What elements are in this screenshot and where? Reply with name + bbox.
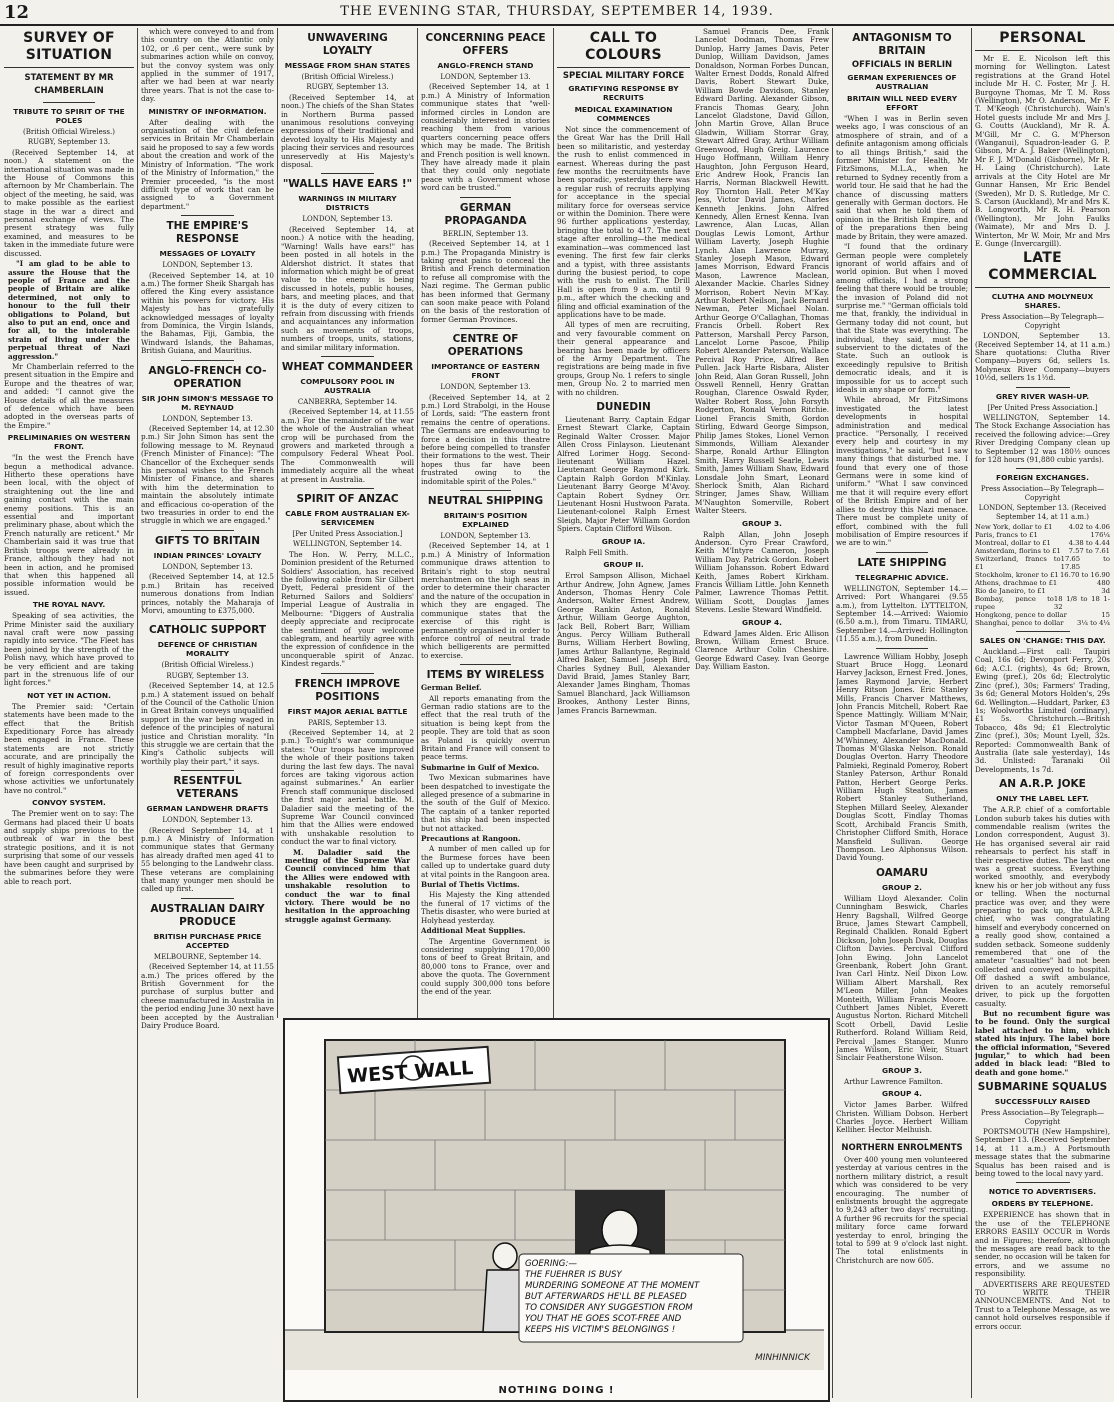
dateline: LONDON, September 13. xyxy=(440,532,531,541)
dateline: LONDON, September 13. xyxy=(162,562,253,571)
divider xyxy=(876,1139,929,1140)
group-heading: GROUP 3. xyxy=(882,1065,922,1075)
recruit-list: Edward James Alden. Eric Allison Brown, William Ernest Bruce. Clarence Arthur Colin Cheshire. George Edward Casey. Ivan George Day. William Easton. xyxy=(695,628,829,672)
article-text: "I found that the ordinary German people were completely ignorant of world affairs and of world opinion. But when I moved among officials, I had a strong feeling that there would be trouble; the invasion of Poland did not surprise me." "German officials told me that, frankly, the individual in Germany today did not count, but that the State was everything. The individual, they said, must be subservient to the dictates of the State. Such an outlook is exceedingly repulsive to British democratic ideals, and it is impossible for us to accept such ideals in any shape or form." xyxy=(836,242,968,394)
article-text: Speaking of sea activities, the Prime Minister said the auxiliary naval craft were now passing rapidly into service. "The Fleet has been joined by the strength of the Polish navy, which have proved to be very efficient and are taking part in the strenuous life of our light forces." xyxy=(4,611,134,688)
exchange-label: Bombay, pence to rupee xyxy=(975,595,1054,612)
exchange-value: 15 xyxy=(1101,611,1110,620)
divider xyxy=(460,197,512,198)
subhead-ministry: MINISTRY OF INFORMATION. xyxy=(148,106,267,116)
svg-text:BUT AFTERWARDS HE'LL BE PLEASE: BUT AFTERWARDS HE'LL BE PLEASED xyxy=(525,1292,687,1302)
article-text: All types of men are recruiting, and very favourable comment on their general appearance and bearing has been made by officers of the Army Department. The registrations are being made in five groups, Group No. 1 refers to single men, Group No. 2 to married men with no children. xyxy=(557,320,690,397)
column-2 xyxy=(141,28,274,1396)
subhead-label: ONLY THE LABEL LEFT. xyxy=(996,794,1089,804)
subhead-clutha: CLUTHA AND MOLYNEUX SHARES. xyxy=(991,292,1094,311)
divider xyxy=(460,328,512,329)
subhead-not-in-action: NOT YET IN ACTION. xyxy=(27,690,111,700)
headline-wheat: WHEAT COMMANDEER xyxy=(281,360,414,373)
subhead-medical: MEDICAL EXAMINATION COMMENCES xyxy=(574,105,673,123)
dateline: LONDON, September 13. xyxy=(440,73,531,81)
group-heading: GROUP 4. xyxy=(882,1089,922,1099)
cartoon-caption: NOTHING DOING ! xyxy=(498,1385,615,1396)
cartoon-drawing xyxy=(285,1020,824,1396)
group-heading: GROUP IA. xyxy=(601,536,646,546)
article-text: WELLINGTON, September 14.—Arrived: Port Whangarei (9.55 a.m.), from Lyttelton. LYTTELTON, September 14.—Arrived: Waiomio (6.50 a.m.), from Timaru. TIMARU, September 14.—Arrived: Hollington (11.55 a.m.), from Dunedin. xyxy=(836,583,968,644)
wall-label: WEST WALL xyxy=(346,1056,474,1088)
recruit-list: Arthur Lawrence Familton. xyxy=(844,1076,943,1086)
svg-text:GOERING:—: GOERING:— xyxy=(525,1259,577,1269)
exchange-label: Amsterdam, florins to £1 xyxy=(975,547,1061,556)
article-text: Mr E. E. Nicolson left this morning for Wellington. Latest registrations at the Grand Hotel include Mr H. C. Foster, Mr J. H. Burgoyne Thomas, Mr T. M. Ross (Wellington), Mr O. Anderson, Mr F. T. M'Keogh (Christchurch). Wain's Hotel guests include Mr and Mrs J. G. Coutts (Auckland), Mr R. A. M'Gill, Mr C. G. M'Pherson (Wanganui), Squadron-leader G. P. Gibson, Mr A. J. Baker (Wellington), Mr F. J. M'Donald (Gisborne), Mr R. H. Laing (Christchurch). Late arrivals at the City Hotel are Mr Gunnar Hansen, Mr Eric Bendel (Sweden), Mr D. S. Rutledge, Mr C. S. Carson (Auckland), Mr and Mrs K. B. Longworth, Mr R. H. Pearson (Wellington), Mr John Faulks (Waimate), Mr and Mrs D. J. Winterton, Mr W. Moir, Mr and Mrs E. Gunge (Invercargill). xyxy=(975,54,1110,248)
article-text: (Received September 14, at 11.55 a.m.) For the remainder of the war the whole of the Australian wheat crop will be purchased from the growers and marketed through a compulsory Federal Wheat Pool. The Commonwealth will immediately acquire all the wheat at present in Australia. xyxy=(281,407,414,484)
article-text: Auckland.—First call: Taupiri Coal, 16s 6d; Devonport Ferry, 20s 6d; A.C.I. (rights), 4s 6d; Brown, Ewing (pref.), 20s 6d; Electrolytic Zinc (pref.), 30s; Farmers' Trading, 3s 6d; General Motors Holden's, 29s 6d. Wellington.—Huddart, Parker, £3 1s; Woolworths Limited (ordinary), £1 5s. Christchurch.—British Tobacco, 48s 9d; £1 Electrolytic Zinc (pref.), 30s; Mount Lyell, 32s. Reported: Commonwealth Bank of Australia (late sale yesterday), 14s 3d. Unlisted: Taranaki Oil Developments, 1s 7d. xyxy=(975,647,1110,774)
dateline: MELBOURNE, September 14. xyxy=(153,952,262,961)
exchange-label: Switzerland, francs to £1 xyxy=(975,555,1061,572)
subhead-exchanges: FOREIGN EXCHANGES. xyxy=(996,473,1089,483)
exchange-label: New York, dollar to £1 xyxy=(975,523,1053,532)
wireless-item-title: Submarine in Gulf of Mexico. xyxy=(421,762,540,772)
wireless-item-title: Burial of Thetis Victims. xyxy=(421,880,520,890)
exchange-row xyxy=(975,523,1110,531)
divider xyxy=(321,488,374,489)
exchange-value: 480 xyxy=(1097,579,1110,588)
exchange-value: 7.57 to 7.61 xyxy=(1068,547,1110,556)
divider xyxy=(1016,1182,1070,1183)
credit: (British Official Wireless.) xyxy=(23,128,115,136)
dateline: LONDON, September 13. xyxy=(440,383,531,392)
headline-wireless: ITEMS BY WIRELESS xyxy=(426,669,545,682)
headline-centre: CENTRE OF OPERATIONS xyxy=(447,333,524,359)
exchange-label: Paris, francs to £1 xyxy=(975,531,1038,540)
dateline: LONDON, September 13. xyxy=(162,816,253,825)
exchange-label: Stockholm, kroner to £1 xyxy=(975,571,1059,580)
dateline: PARIS, September 13. xyxy=(308,718,387,727)
notice-subheading: ORDERS BY TELEPHONE. xyxy=(991,1199,1094,1209)
notice-text: EXPERIENCE has shown that in the use of the TELEPHONE ERRORS EASILY OCCUR in Words and in Figures; therefore, although the messages are read back to the sender, no occasion will be taken for errors, and we assume no responsibility. xyxy=(975,1210,1110,1279)
headline-veterans: RESENTFUL VETERANS xyxy=(173,775,242,801)
article-text: (Received September 14, at 1 p.m.) A Ministry of Information communique draws attention to Britain's right to stop neutral merchantmen on the high seas in order to determine their character and the nature of the occupation in which they are engaged. The communique states that the exercise of this right is permanently organised in order to enforce control of neutral trade which belligerents are permitted to exercise. xyxy=(421,541,550,660)
article-text: (Received September 14, at noon.) A notice with the heading, "Warning! Walls have ears!" has been posted in all hotels in the Aldershot district. It states that information which might be of great value to the enemy is being discussed in hotels, public houses, bars, and meeting places, and that it is the duty of every citizen to refrain from discussing with friends and acquaintances any information such as movements of troops, numbers of troops, units, stations, and similar military information. xyxy=(281,224,414,352)
subhead-telegraphic: TELEGRAPHIC ADVICE. xyxy=(855,572,949,582)
recruit-list: Lieutenant Barry. Captain Edgar Ernest Stewart Clarke, Captain Reginald Walter Crosser. Major Allen Cross Finlayson. Lieutenant Alfred Lorimer Hogg. Second-lieutenant William Hazel. Lieutenant George Raymond Kirk. Captain Ralph Gordon M'Kinlay. Lieutenant Barry George M'Avoy. Captain Robert Sydney Orr. Lieutenant Hosni Hustwoon Parata. Lieutenant-colonel Ralph Ernest Sleigh, Major Peter William Gordon Spiers. Captain Clifford Wilson. xyxy=(557,415,690,534)
exchange-value: 3¼ to 4¼ xyxy=(1077,619,1110,628)
headline-colours: CALL TO COLOURS xyxy=(557,30,690,68)
article-text: (Received September 14, at 2 p.m.) To-night's war communique states: "Our troops have improved the whole of their positions taken during the last few days. The naval forces are taking vigorous action against submarines." An earlier French staff communique disclosed the first major aerial battle. M. Daladier said the meeting of the Supreme War Council convinced him that the Allies were endowed with unshakable resolution to conduct the war to final victory. xyxy=(281,727,414,847)
article-text: (Received September 14, at noon.) The chiefs of the Shan States in Northern Burma passed unanimous resolutions conveying expressions of their traditional and devoted loyalty to His Majesty and placing their services and resources unreservedly at His Majesty's disposal. xyxy=(281,92,414,170)
credit: Press Association—By Telegraph—Copyright xyxy=(980,313,1105,330)
divider xyxy=(321,356,374,357)
article-text: which were conveyed to and from this country on the Atlantic only 102, or .6 per cent., were sunk by submarines action while on convoy, but the convoy system was only applied in the summer of 1917, after we had been at war nearly three years. That is not the case to-day. xyxy=(141,28,274,104)
article-text: The Premier went on to say: The Germans had placed their U boats and supply ships previous to the outbreak of war in the best strategic positions, and it is not surprising that some of our vessels have been caught and surprised by the submarines before they were able to reach port. xyxy=(4,809,134,886)
dateline: WELLINGTON, September 14. xyxy=(293,540,402,549)
subhead-effort: BRITAIN WILL NEED EVERY EFFORT xyxy=(846,94,958,112)
subhead-raised: SUCCESSFULLY RAISED xyxy=(994,1097,1091,1107)
article-text: "In the west the French have begun a methodical advance. Hitherto these operations have been local, with the object of straightening out the line and gaining contact with the main enemy positions. This is an essential and important preliminary phase, about which the French naturally are reticent." Mr Chamberlain said it was true that British troops were already in France, although they had not been in action, and he promised that when this happened all possible information would be issued. xyxy=(4,453,134,597)
subhead-convoy: CONVOY SYSTEM. xyxy=(32,798,106,808)
subhead-shan: MESSAGE FROM SHAN STATES xyxy=(284,61,411,70)
subhead-grey: GREY RIVER WASH-UP. xyxy=(995,391,1090,401)
article-text: The Hon. W. Perry, M.L.C., Dominion president of the Returned Soldiers' Association, has received the following cable from Sir Gilbert Dyett, Federal president of the Returned Sailors and Soldiers' Imperial League of Australia in Melbourne: "Diggers of Australia deeply appreciate and reciprocate the sentiment of your welcome cablegram, and heartily agree with the expression of confidence in the unconquerable spirit of Anzac. Kindest regards." xyxy=(281,549,414,669)
subhead-tribute: TRIBUTE TO SPIRIT OF THE POLES xyxy=(13,107,125,125)
recruit-list: Lawrence William Hobby, Joseph Stuart Bruce Hogg. Leonard Harvey Jackson, Ernest Fred. Jones, James Raymond Jarvie, Herbert Henry Ritson Jones. Eric Stanley Mills, Francis Charver Matthews, John Francis Mitchell, Robert Rae Spence Mattingly. William M'Nair, Victor Tasman M'Queen, Robert Campbell Macfarlane, David James M'Whinney, Alexander MacDonald. Thomas M'Glaska Nelson. Ronald Douglas Overton. Harry Theodore Palmieki, Reginald Pomeroy, Robert Stanley Paterson, Arthur Ronald Patton, Herbert George Perks. William Hugh Steaton, James Robert Stanley Sutherland, Stephen Millard Seeley, Alexander Douglas Scott, Findlay Thomas Scott, Archibald Francis Smith, Christopher Clifford Smith, Horace Mansfield Sullivan. George Thompson. Leo Alphonsus Wilson. David Young. xyxy=(836,651,968,863)
headline-dunedin: DUNEDIN xyxy=(596,401,651,413)
notice-heading: NOTICE TO ADVERTISERS. xyxy=(988,1187,1097,1197)
exchange-row xyxy=(975,619,1110,627)
divider xyxy=(876,648,929,649)
dateline: LONDON, September 13. xyxy=(162,414,253,423)
exchange-row xyxy=(975,587,1110,595)
recruit-list: Errol Sampson Allison, Michael Arthur Andrew, John Agnew, James Anderson, Thomas Henry Cole Anderson, Walter Ernest Andrew, George Rankin Aston, Ronald Arthur, William George Aughton, Jack Bell, Robert Barr, William Angus. Percy William Butherall Burns, William Herbert Bowling, James Arthur Ballantyne, Reginald Alfred Baker, Samuel Joseph Bird, Charles Sydney Bull, Alexander David Braid, James Stanley Barr, Alexander James Bingham, Thomas Samuel Blanchard, Jack Williamson Brookes, Anthony Lester Binns, James Francis Barnewman. xyxy=(557,571,690,715)
subhead-force: SPECIAL MILITARY FORCE xyxy=(562,71,685,81)
article-text: The A.R.P. chief of a comfortable London suburb takes his duties with commendable realism (writes the London correspondent, August 3). He has organised several air raid rehearsals to perfect his staff in their respective duties. The last one was a great success. Everything worked smoothly, and everybody knew his or her job without any fuss or telling. When the nocturnal practice was over, and they were preparing to pack up, the A.R.P. chief, who was congratulating himself and everybody concerned on a really good show, contained a sudden setback. Someone suddenly remembered that one of the amateur "casualties" had not been collected and conveyed to hospital. Off dashed a swift ambulance, driven to an acutely remorseful driver, to pick up the forgotten casualty. xyxy=(975,805,1110,1008)
subhead-pool: COMPULSORY POOL IN AUSTRALIA xyxy=(300,376,395,395)
headline-neutral: NEUTRAL SHIPPING xyxy=(427,495,544,508)
recruit-list: William Lloyd Alexander. Colin Cunningham Beswick, Charles Henry Bagshall, Wilfred George Bruce, James Stewart Campbell, Reginald Chalklen. Ronald Egbert Dickson, John Joseph Dusk, Douglas Clifton Davies. Percival Clifford John Ewing. John Lancelot Greenbank, Robert John Grant. Ivan Carl Hintz. Neil Dixon Low. William Albert Marshall, Rex M'Leon Miller, John Meakes Monteith, William Francis Moore. Cuthbert James Niblet, Everett Augustus Norton. Richard Mitchell Scott Orbell, David Leslie Rutherford. Roland William Reid, Percival James Stanger. Munro James Wilson, Eric Weir, Stuart Sinclair Featherstone Wilson. xyxy=(836,893,968,1063)
exchange-value: 18 1/8 to 18 1-32 xyxy=(1053,595,1110,612)
article-text: Not since the commencement of the Great War has the Drill Hall been so militaristic, and yesterday the rush to enlist commenced in earnest. Whereas during the past few months the recruitments have been sporadic, yesterday there was a regular rush of recruits applying for acceptance in the special military force for overseas service or within the Dominion. There were 96 further applications yesterday, bringing the total to 417. The next stage after enrolling—the medical examination—was commenced last evening. The first few fair clerks and a typist, with three assistants during the busiest period, to cope with the rush to enlist. The Drill Hall is open from 9 a.m. until 9 p.m., after which the checking and filing and official examination of the applications have to be made. xyxy=(557,125,690,319)
credit: Press Association—By Telegraph—Copyright xyxy=(980,485,1105,502)
svg-text:MURDERING SOMEONE AT THE MOMEN: MURDERING SOMEONE AT THE MOMENT xyxy=(525,1281,700,1291)
divider xyxy=(181,215,234,216)
group-heading: GROUP 4. xyxy=(742,617,782,627)
subhead-purchase: BRITISH PURCHASE PRICE ACCEPTED xyxy=(153,931,262,950)
subhead-aerial: FIRST MAJOR AERIAL BATTLE xyxy=(287,706,408,716)
subhead-stand: ANGLO-FRENCH STAND xyxy=(437,61,534,70)
headline-commercial: LATE COMMERCIAL xyxy=(975,250,1110,288)
group-heading: GROUP 3. xyxy=(742,518,782,528)
dateline: RUGBY, September 13. xyxy=(306,83,389,92)
divider xyxy=(181,770,234,771)
article-text: (Received September 14, at 10 a.m.) The former Sheik Shargah has offered the King every assistance within his powers for victory. His Majesty has gratefully acknowledged messages of loyalty from Dominica, the Virgin Islands, the Bahamas, Fiji, Gambia, the Windward Islands, the Bahamas, British Guiana, and Mauritius. xyxy=(141,270,274,356)
subhead-cable: CABLE FROM AUSTRALIAN EX-SERVICEMEN xyxy=(285,509,410,528)
exchange-row xyxy=(975,611,1110,619)
headline-arp: AN A.R.P. JOKE xyxy=(999,778,1086,791)
article-text: (Received September 14, at 2 p.m.) Lord Strabolgi, in the House of Lords, said: "The eastern front remains the centre of operations. The Germans are endeavouring to force a decision in this theatre before being compelled to transfer their formations to the west. Their hopes thus far have been frustrated owing to the indomitable spirit of the Poles." xyxy=(421,392,550,486)
divider xyxy=(1016,387,1070,388)
exchange-row xyxy=(975,579,1110,587)
article-text: (Received September 14, at 12.5 p.m.) A statement issued on behalf of the Council of the Catholic Union in Great Britain conveys unqualified support in the war being waged in defence of the principles of natural justice and Christian morality. "In this struggle we are certain that the King's Catholic subjects will worthily play their part," it says. xyxy=(141,681,274,766)
article-text: LONDON, September 13. (Received September 14, at 11 a.m.) Share quotations: Clutha River Company—buyers 6d, sellers 1s. Molyneux River Company—buyers 10½d, sellers 1s 1½d. xyxy=(975,331,1110,383)
column-rule xyxy=(971,28,972,1398)
article-text: After dealing with the organisation of the civil defence services in Britain Mr Chamberlain said he proposed to say a few words about the creation and work of the Ministry of Information. "The work of the Ministry of Information," the Premier proceeded, "is the most difficult type of work that can be assigned to a Government department." xyxy=(141,117,274,211)
dateline: RUGBY, September 13. xyxy=(166,671,249,680)
dateline: LONDON, September 13. xyxy=(302,215,393,224)
headline-walls: "WALLS HAVE EARS !" xyxy=(282,178,413,191)
wireless-item-title: Precautions at Rangoon. xyxy=(421,834,521,844)
svg-text:THE FUEHRER IS BUSY: THE FUEHRER IS BUSY xyxy=(525,1270,622,1280)
article-text: Two Mexican submarines have been despatched to investigate the alleged presence of a submarine in the south of the Gulf of Mexico. The captain of a tanker reported that his ship had been inspected but not attacked. xyxy=(421,773,550,833)
headline-gifts: GIFTS TO BRITAIN xyxy=(155,534,260,547)
exchange-value: 16.70 to 16.90 xyxy=(1059,571,1110,580)
dateline: BERLIN, September 13. xyxy=(442,229,529,238)
exchange-label: Hongkong, pence to dollar xyxy=(975,611,1067,620)
headline-squalus: SUBMARINE SQUALUS xyxy=(977,1081,1108,1094)
headline-antagonism: ANTAGONISM TO BRITAIN xyxy=(852,32,952,57)
article-quote: M. Daladier said the meeting of the Supreme War Council convinced him that the Allies were endowed with unshakable resolution to conduct the war to final victory. There would be no hesitation in the approaching struggle against Germany. xyxy=(285,847,410,924)
article-text: The Argentine Government is considering supplying 170,000 tons of beef to Great Britain, and 80,000 tons to France, over and above the quota. The Government could supply 300,000 tons before the end of the year. xyxy=(421,936,550,996)
exchange-row xyxy=(975,571,1110,579)
subhead-simon: SIR JOHN SIMON'S MESSAGE TO M. REYNAUD xyxy=(141,393,274,412)
headline-shipping: LATE SHIPPING xyxy=(857,556,947,569)
credit: Press Association—By Telegraph—Copyright xyxy=(980,1109,1105,1126)
divider xyxy=(181,898,234,899)
subhead-royal-navy: THE ROYAL NAVY. xyxy=(32,600,106,610)
artist-signature: MINHINNICK xyxy=(755,1353,810,1363)
column-6 xyxy=(836,28,968,1396)
headline-dairy: AUSTRALIAN DAIRY PRODUCE xyxy=(150,902,265,928)
editorial-cartoon xyxy=(283,1018,830,1402)
article-text: His Majesty the King attended the funeral of 17 victims of the Thetis disaster, who were buried at Holyhead yesterday. xyxy=(421,890,550,925)
svg-text:YOU THAT HE GOES SCOT-FREE AND: YOU THAT HE GOES SCOT-FREE AND xyxy=(525,1314,682,1324)
column-rule xyxy=(553,28,554,1018)
headline-personal: PERSONAL xyxy=(975,30,1110,51)
svg-text:KEEPS HIS VICTIM'S BELONGINGS: KEEPS HIS VICTIM'S BELONGINGS ! xyxy=(525,1325,676,1335)
exchange-value: 4.38 to 4.44 xyxy=(1068,539,1110,548)
article-text: (Received September 14, at 1 p.m.) The Propaganda Ministry is taking great pains to conceal the British and French determination to refuse all compromise with the Nazi regime. The German public has been informed that Germany can soon make peace with Poland on the basis of the restoration of former German Provinces. xyxy=(421,239,550,324)
exchange-row xyxy=(975,595,1110,611)
column-rule xyxy=(277,28,278,1018)
divider xyxy=(321,673,374,674)
headline-northern: NORTHERN ENROLMENTS xyxy=(841,1142,963,1153)
divider xyxy=(181,530,234,531)
headline-anzac: SPIRIT OF ANZAC xyxy=(296,493,399,506)
column-rule xyxy=(832,28,833,1398)
column-7 xyxy=(975,28,1110,1396)
subhead-statement: STATEMENT BY MR CHAMBERLAIN xyxy=(24,73,114,96)
article-text: The Premier said: "Certain statements have been made to the effect that the British Expeditionary Force has already been engaged in France. These statements are not strictly accurate, and are principally the result of highly imaginative reports of foreign correspondents over whose activities we unfortunately have no control." xyxy=(4,701,134,795)
divider xyxy=(876,552,929,553)
exchange-label: Montreal, dollar to £1 xyxy=(975,539,1051,548)
article-text: (Received September 14, at 12.30 p.m.) Sir John Simon has sent the following message to M. Reynaud (French Minister of Finance): "The Chancellor of the Exchequer sends his personal wishes to the French Minister of Finance, and shares with him the determination to maintain the absolutely intimate and efficacious co-operation of the two treasuries in order to end the struggle in which we are engaged." xyxy=(141,424,274,526)
exchange-value: 3d xyxy=(1101,587,1110,596)
article-quote: "I am glad to be able to assure the House that the people of France and the people of Britain are alike determined, not only to honour to the full their obligations to Poland, but also to put an end, once and for all, to the intolerable strain of living under the perpetual threat of Nazi aggression." xyxy=(8,259,130,361)
exchange-label: Athens, drachmae to £1 xyxy=(975,579,1058,588)
article-text: (Received September 14, at 11.55 a.m.) The prices offered by the British Government for the purchase of surplus butter and cheese manufactured in Australia in the period ending June 30 next have been accepted by the Australian Dairy Produce Board. xyxy=(141,962,274,1031)
masthead xyxy=(0,0,1114,26)
group-heading: GROUP 2. xyxy=(882,882,922,892)
column-5a xyxy=(557,28,690,1013)
recruit-list: Victor James Barber. Wilfred Christen. William Dobson. Herbert Charles Joyce. Herbert William Kelliher. Hector Melhuish. xyxy=(836,1100,968,1135)
article-text: "When I was in Berlin seven weeks ago, I was conscious of an atmosphere of strain, and of a definite antagonism among officials to all things British," said the former Minister for Health, Mr FitzSimons, M.L.A., when he returned to Sydney recently from a world tour. He said that he had the chance of discussing matters generally with German doctors. He said that when he told them of opinion in the British Empire, and of the preparations then being made by Britain, they were amazed. xyxy=(836,114,968,241)
divider xyxy=(1016,631,1070,632)
article-text: (Received September 14, at 12.5 p.m.) Britain has received numerous donations from Indian princes, notably the Maharaja of Morvi, amounting to £375,000. xyxy=(141,572,274,615)
subhead-eastern: IMPORTANCE OF EASTERN FRONT xyxy=(431,362,540,381)
headline-peace: CONCERNING PEACE OFFERS xyxy=(425,32,546,57)
subhead-sales: SALES ON 'CHANGE: THIS DAY. xyxy=(979,636,1106,646)
credit: [Per United Press Association.] xyxy=(292,530,403,539)
article-text: All reports emanating from the German radio stations are to the effect that the real truth of the situation is being kept from the people. They are told that as soon as Poland is quickly overrun Britain and France will consent to peace terms. xyxy=(421,693,550,762)
column-4 xyxy=(421,28,550,1013)
article-text: (Received September 14, at noon.) A statement on the international situation was made in the House of Commons this afternoon by Mr Chamberlain. The object of the meeting, he said, was to make possible as the earliest stage in the war a direct and personal exchange of views. The present strategy was fully examined, and measures to be taken in the immediate future were discussed. xyxy=(4,147,134,258)
group-heading: GROUP II. xyxy=(603,560,644,570)
exchange-label: Shanghai, pence to dollar xyxy=(975,619,1064,628)
article-text: PORTSMOUTH (New Hampshire), September 13. (Received September 14, at 11 a.m.) A Portsmouth message states that the submarine Squalus has been raised and is being towed to the local navy yard. xyxy=(975,1126,1110,1178)
visitor-head xyxy=(493,1243,517,1269)
subhead-position: BRITAIN'S POSITION EXPLAINED xyxy=(443,511,528,530)
exchange-value: 4.02 to 4.06 xyxy=(1068,523,1110,532)
headline-french: FRENCH IMPROVE POSITIONS xyxy=(294,677,401,703)
divider xyxy=(460,664,512,665)
dateline: LONDON, September 13. (Received September 14, at 11 a.m.) xyxy=(978,504,1107,521)
subhead-experiences: GERMAN EXPERIENCES OF AUSTRALIAN xyxy=(847,73,957,91)
headline-anglo-french: ANGLO-FRENCH CO-OPERATION xyxy=(148,364,267,390)
subhead-morality: DEFENCE OF CHRISTIAN MORALITY xyxy=(157,640,258,659)
article-text: While abroad, Mr FitzSimons investigated the latest developments in hospital administration and medical practice. "Personally, I received every help and courtesy in my investigations," he said, "but I saw many things that disturbed me. I found that every one of those Germans were in some kind of uniform." "What I saw convinced me that it will require every effort of the British Empire and of her allies to destroy this Nazi menace. There must be complete unity of effort, combined with the full mobilisation of Empire resources if we are to win." xyxy=(836,395,968,548)
subhead-warnings: WARNINGS IN MILITARY DISTRICTS xyxy=(298,194,397,213)
exchange-row xyxy=(975,555,1110,571)
headline-survey: SURVEY OF SITUATION xyxy=(4,30,134,68)
subhead-landwehr: GERMAN LANDWEHR DRAFTS xyxy=(146,804,269,814)
dateline: CANBERRA, September 14. xyxy=(297,397,398,406)
notice-text: ADVERTISERS ARE REQUESTED TO WRITE THEIR ANNOUNCEMENTS. And Not to Trust to a Telephone Message, as we cannot hold ourselves responsible if errors occur. xyxy=(975,1279,1110,1331)
article-text: But no recumbent figure was to be found. Only the surgical label attached to him, which stated his injury. The label bore the official information, "Severed jugular," to which had been added in black lead: "Bled to death and gone home." xyxy=(975,1008,1110,1077)
column-rule xyxy=(137,28,138,1398)
exchange-value: 17.65 to 17.85 xyxy=(1060,555,1110,572)
credit: (British Official Wireless.) xyxy=(161,661,254,670)
subhead-response: GRATIFYING RESPONSE BY RECRUITS xyxy=(568,84,679,102)
recruit-list: Samuel Francis Dee, Frank Lancelot Dodman, Thomas Frew Dunlop, Harry James Davis, Peter Dunlop, William Davidson, James Donaldson, Norman Forbes Duncan, Walter Ernest Dodds, Ronald Alfred Davis, Robert Stewart Duke, William Bowde Davidson, Stanley Edward Darling. Alexander Gibson, Francis Thomas Geary, John Lancelot Gladstone, David Gillon, John Martin Grove, Allan Bruce Gladwin, William Storrar Gray, Stewart Alfred Gray, Arthur William Greenwood, Hugh Greig. Laurence Hugo Hoffmann, William Henry Haughton, John Ferguson Heard, Eric Andrew Hook, Francis Ian Harris, Norman Blackwell Hewitt. Roy Thornton Hall. Peter M'Kay Jess, Victor David James, Charles Kenneth Jenkins. John Alfred Kennedy, Allen Ernest Kenna. Ivan Lawrence, Alan Lucas, Allan Douglas Lewis Lomont, Arthur William Laverty, Joseph Hughie Lynch. Alan Lawrence Murray, Stanley Joseph Mason, Edward James Morrison, Edward Francis Mason, Lawrence Maclean, Alexander Mackie. Charles Sidney Morrison, Robert Nevin M'Kay. Arthur Robert Neilson, Jack Bernard Newman, Peter Michael Nolan. Arthur George O'Callaghan, Thomas Francis Orbell. Robert Rex Patterson, Marshall Percy Parson, Lancelot Lorne Pascoe, Philip Robert Alexander Paterson, Wallace Percival Roy Price, Alfred Ben Pullen. Jack Harte Risbara, Alister John Reid, Alan Goran Russell, John Osswell Rennell, Henry Grattan Roughan, Clarence Oswald Ryder, Walter Robert Ross, John Forsyth Rodgerton, Ronald Vernon Ritchie. Lionel Francis Smith, Gordon Stirling, Edward George Simpson, Philip James Stokes, Lionel Vernon Simmonds, William Alexander Sharpe, Ronald Arthur Ellington Smith, Harry Russell Searle, Lewis Smith, James William Shaw, Edward Lonsdale John Smart, Leonard Sherlock Smith, Alan Richard Stringer, James Shaw, William M'Naughton Somerville, Robert Walter Steers. xyxy=(695,28,829,516)
recruit-list: Ralph Fell Smith. xyxy=(565,547,629,557)
divider xyxy=(43,102,95,103)
column-1 xyxy=(4,28,134,1396)
article-text: Mr Chamberlain referred to the present situation in the Empire and Europe and the theatres of war, and added: "I cannot give the House details of all the measures of defence which have been adopted in the overseas parts of the Empire." xyxy=(4,361,134,430)
exchange-label: Rio de Janeiro, to £1 xyxy=(975,587,1046,596)
headline-oamaru: OAMARU xyxy=(876,866,928,879)
newspaper-title: THE EVENING STAR, THURSDAY, SEPTEMBER 14, 1939. xyxy=(340,4,774,19)
article-text: WELLINGTON, September 14. The Stock Exchange Association has received the following advice:—Grey River Dredging Company clean up to September 12 was 180½ ounces for 128 hours (91,880 cubic yards). xyxy=(975,413,1110,465)
headline-empire: THE EMPIRE'S RESPONSE xyxy=(166,220,249,246)
article-text: Over 400 young men volunteered yesterday at various centres in the northern military district, a result which was considered to be very encouraging. The number of enlistments brought the aggregate to 9,243 after two days' recruiting. A further 96 recruits for the special military force came forward yesterday to enrol, bringing the total to 599 at 9 o'clock last night. The total enlistments in Christchurch are now 605. xyxy=(836,1154,968,1265)
page-number: 12 xyxy=(4,2,30,23)
subhead-berlin: OFFICIALS IN BERLIN xyxy=(851,60,953,70)
credit: [Per United Press Association.] xyxy=(987,403,1098,412)
dateline: LONDON, September 13. xyxy=(162,261,253,270)
credit: (British Official Wireless.) xyxy=(301,73,394,81)
subhead-loyalty: MESSAGES OF LOYALTY xyxy=(159,249,256,259)
divider xyxy=(321,173,374,174)
subhead-princes: INDIAN PRINCES' LOYALTY xyxy=(153,550,262,560)
exchange-row xyxy=(975,547,1110,555)
subhead-western-front: PRELIMINARIES ON WESTERN FRONT. xyxy=(7,433,131,452)
headline-catholic: CATHOLIC SUPPORT xyxy=(148,624,267,637)
figure-head xyxy=(602,1210,638,1250)
divider xyxy=(1016,468,1070,469)
recruit-list: Ralph Allan, John Joseph Anderson. Cyro Frear Crawford, Keith M'Intyre Cameron, Joseph William Day. Patrick Gordon. Robert William Johansson. Robert Edward Keith, James Robert Kirkham. Francis William Little. John Kenneth Palmer, Lawrence Thomas Pettit. William Scott, Douglas James Stevens. Leslie Steward Windfield. xyxy=(695,529,829,615)
svg-text:TO CONSIDER ANY SUGGESTION FRO: TO CONSIDER ANY SUGGESTION FROM xyxy=(525,1303,693,1313)
exchange-value: 176¼ xyxy=(1090,531,1110,540)
wireless-item-title: Additional Meat Supplies. xyxy=(421,926,526,936)
column-3 xyxy=(281,28,414,1013)
article-text: A number of men called up for the Burmese forces have been called up to undertake guard duty at vital points in the Rangoon area. xyxy=(421,844,550,879)
article-text: (Received September 14, at 1 p.m.) A Ministry of Information communique states that Germany has already drafted men aged 41 to 55 belonging to the Landwehr class. These veterans are complaining that many younger men should be called up first. xyxy=(141,825,274,894)
exchange-row xyxy=(975,539,1110,547)
wireless-item-title: German Belief. xyxy=(421,683,482,693)
exchange-row xyxy=(975,531,1110,539)
divider xyxy=(460,490,512,491)
exchange-table xyxy=(975,523,1110,627)
column-5b xyxy=(695,28,829,1013)
article-text: (Received September 14, at 1 p.m.) A Ministry of Information communique states that "well-informed circles in London are considerably interested in stories reaching them from various quarters concerning peace offers which may be made. The British and French position is well known. They have already made it plain that they could only negotiate peace with a Government whose word can be trusted." xyxy=(421,82,550,193)
headline-unwavering: UNWAVERING LOYALTY xyxy=(307,32,388,57)
dateline: RUGBY, September 13. xyxy=(27,138,111,147)
column-rule xyxy=(417,28,418,1018)
divider xyxy=(181,360,234,361)
headline-propaganda: GERMAN PROPAGANDA xyxy=(444,201,527,227)
divider xyxy=(181,619,234,620)
